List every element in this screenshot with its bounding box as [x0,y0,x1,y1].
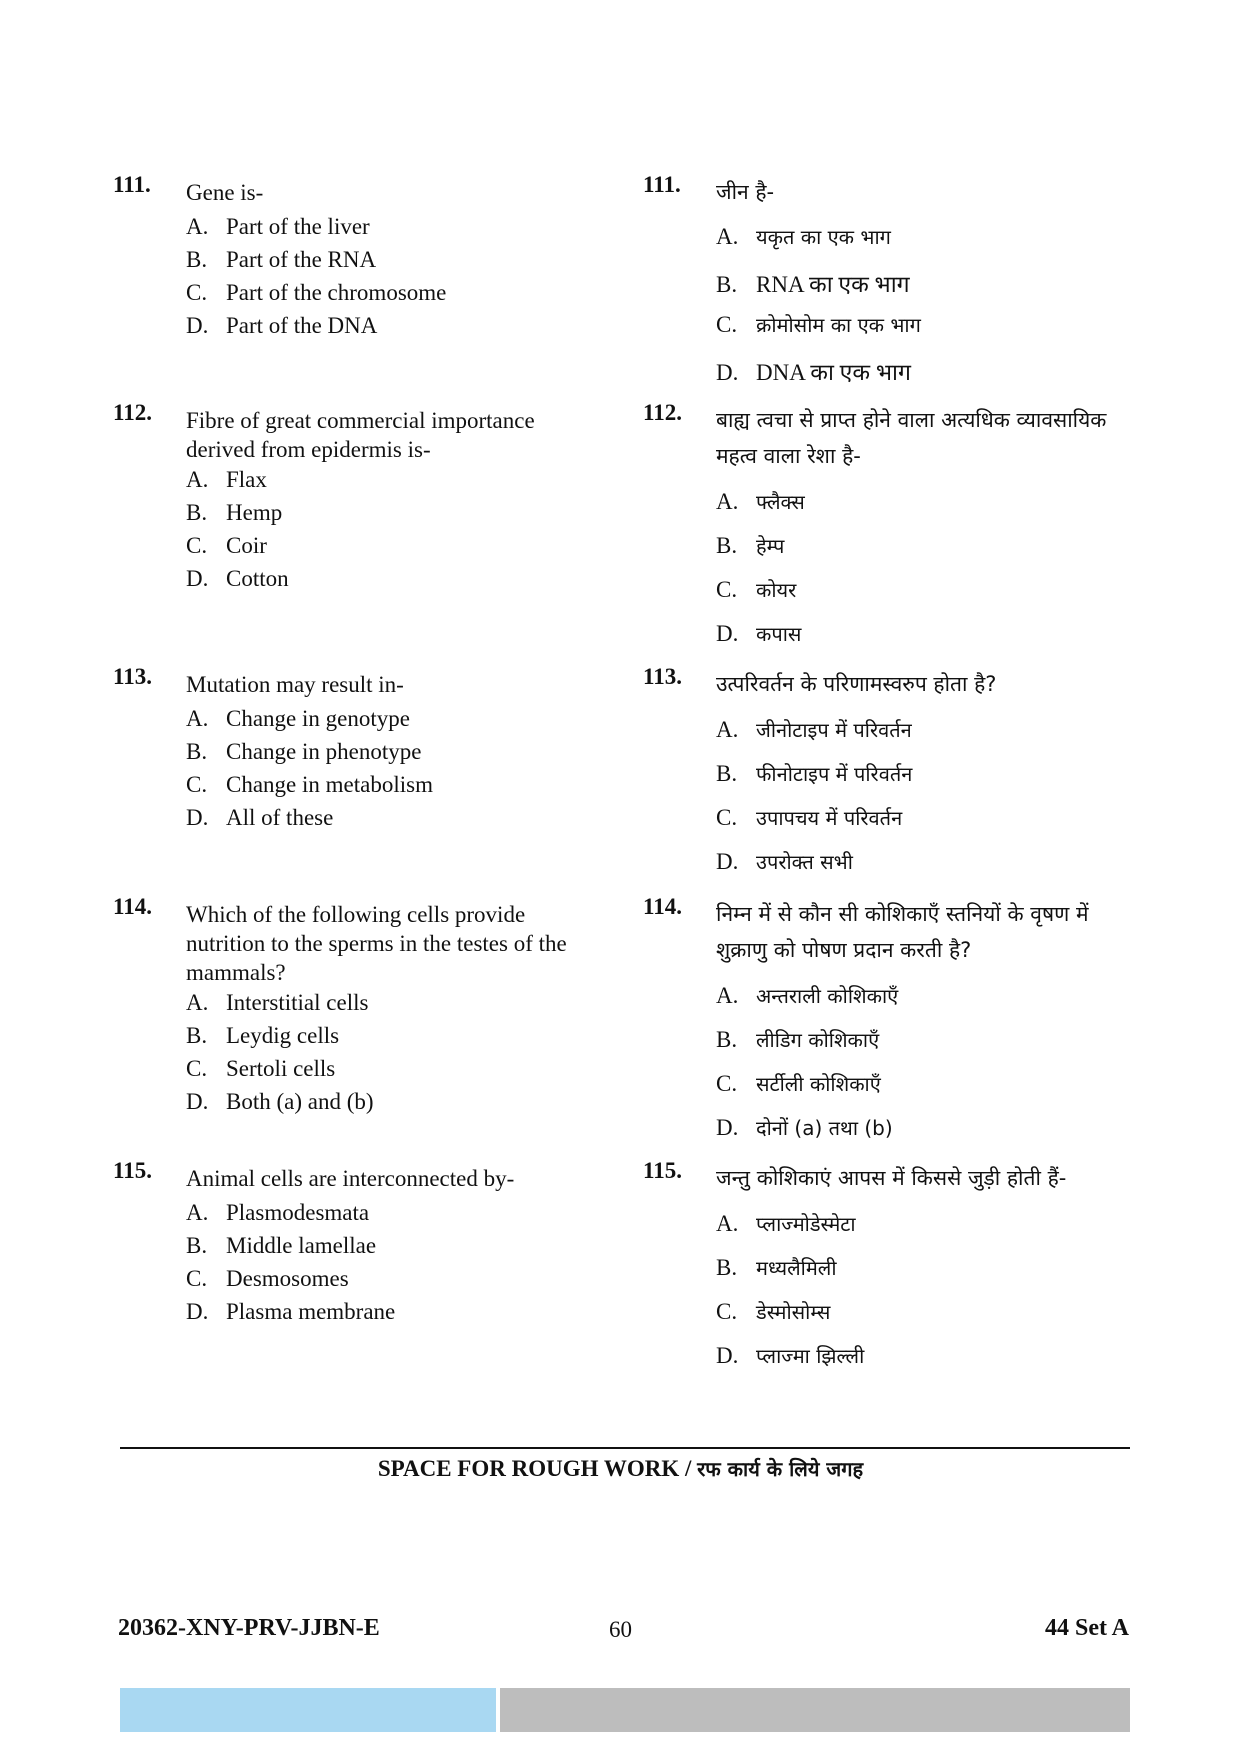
question-text: निम्न में से कौन सी कोशिकाएँ स्तनियों के वृषण में शुक्राणु को पोषण प्रदान करती है? [716,902,1089,962]
option-d: D. दोनों (a) तथा (b) [716,1115,893,1140]
option-a: A. Change in genotype [186,706,410,731]
paper-code: 20362-XNY-PRV-JJBN-E [118,1615,380,1641]
footer-bar-blue [120,1688,496,1732]
option-b: B. Hemp [186,500,283,525]
option-a: A. फ्लैक्स [716,489,805,514]
option-c: C. उपापचय में परिवर्तन [716,805,903,830]
question-text: Which of the following cells provide nutrition to the sperms in the testes of the mammals? [186,902,567,985]
question-text: Animal cells are interconnected by- [186,1166,515,1191]
option-c: C. डेस्मोसोम्स [716,1299,831,1324]
question-text: जन्तु कोशिकाएं आपस में किससे जुड़ी होती हैं- [716,1166,1067,1190]
option-a: A. Interstitial cells [186,990,369,1015]
question-number: 114. [643,894,682,919]
option-c: C. Sertoli cells [186,1056,336,1081]
rough-work-heading: SPACE FOR ROUGH WORK / रफ कार्य के लिये जगह [377,1456,864,1481]
option-c: C. कोयर [716,577,797,602]
rough-work-divider [120,1447,1130,1449]
question-number: 111. [643,172,681,197]
option-b: B. मध्यलैमिली [716,1255,837,1280]
option-b: B. फीनोटाइप में परिवर्तन [716,761,913,786]
option-a: A. प्लाज्मोडेस्मेटा [716,1211,856,1236]
footer-bar-gray [500,1688,1130,1732]
question-number: 115. [643,1158,682,1183]
question-text: Gene is- [186,180,264,205]
option-b: B. Middle lamellae [186,1233,377,1258]
option-a: A. यकृत का एक भाग [716,224,891,249]
option-a: A. Part of the liver [186,214,370,239]
question-text: Mutation may result in- [186,672,404,697]
option-c: C. Desmosomes [186,1266,349,1291]
question-number: 112. [643,400,682,425]
option-d: D. All of these [186,805,334,830]
set-label: 44 Set A [1045,1615,1129,1641]
question-text: बाह्य त्वचा से प्राप्त होने वाला अत्यधिक व्यावसायिक महत्व वाला रेशा है- [716,408,1107,468]
option-c: C. Change in metabolism [186,772,433,797]
question-text: उत्परिवर्तन के परिणामस्वरुप होता है? [716,672,997,696]
question-text: Fibre of great commercial importance derived from epidermis is- [186,408,535,462]
option-d: D. Plasma membrane [186,1299,396,1324]
question-number: 115. [113,1158,152,1183]
question-number: 114. [113,894,152,919]
question-number: 113. [643,664,682,689]
option-d: D. उपरोक्त सभी [716,849,853,874]
option-a: A. Flax [186,467,267,492]
option-b: B. लीडिग कोशिकाएँ [716,1027,880,1052]
option-a: A. अन्तराली कोशिकाएँ [716,983,899,1008]
option-d: D. Cotton [186,566,289,591]
option-d: D. Both (a) and (b) [186,1089,374,1114]
option-b: B. Part of the RNA [186,247,377,272]
question-number: 113. [113,664,152,689]
option-b: B. RNA का एक भाग [716,272,910,297]
option-c: C. क्रोमोसोम का एक भाग [716,312,921,337]
question-number: 111. [113,172,151,197]
option-a: A. जीनोटाइप में परिवर्तन [716,717,912,742]
option-c: C. Part of the chromosome [186,280,447,305]
option-d: D. प्लाज्मा झिल्ली [716,1343,865,1368]
option-b: B. Leydig cells [186,1023,340,1048]
question-text: जीन है- [716,180,775,204]
option-c: C. Coir [186,533,267,558]
option-d: D. Part of the DNA [186,313,378,338]
option-b: B. Change in phenotype [186,739,422,764]
page-number: 60 [609,1617,632,1642]
option-d: D. DNA का एक भाग [716,360,911,385]
option-a: A. Plasmodesmata [186,1200,370,1225]
option-d: D. कपास [716,621,802,646]
option-c: C. सर्टीली कोशिकाएँ [716,1071,881,1096]
question-number: 112. [113,400,152,425]
option-b: B. हेम्प [716,533,785,558]
